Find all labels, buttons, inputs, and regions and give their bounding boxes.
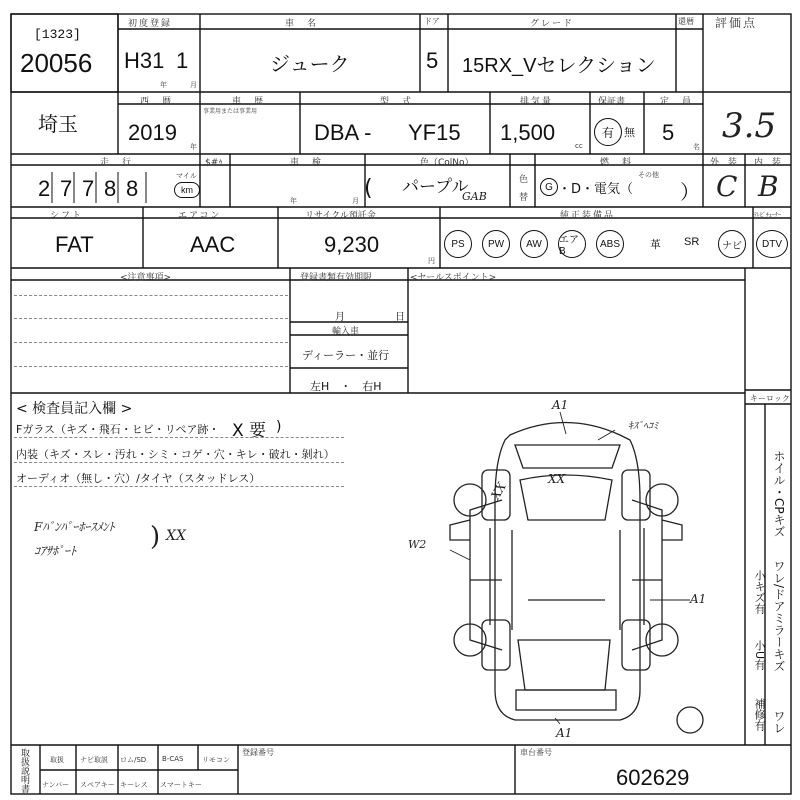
footer-item-4: B-CAS — [162, 755, 184, 763]
color-code: GAB — [462, 190, 487, 203]
footer-item-3: ロム/SD — [120, 756, 147, 764]
se-label: $#ｩ — [205, 158, 223, 168]
model-label: 型 式 — [380, 97, 414, 107]
year-label: 西 暦 — [140, 97, 174, 107]
inspector-line1-x: X 要 — [232, 421, 267, 441]
doc-tsuki: 月 — [335, 312, 345, 323]
mile-d3: 7 — [82, 176, 95, 201]
footer-side-label: 取扱説明書 — [19, 748, 29, 793]
lot-number: 20056 — [20, 48, 93, 78]
fuel-other: その他 — [638, 171, 659, 179]
sidebar-mirror: ワレ/ドアミラーキズ — [772, 560, 786, 673]
handle-side: 左H ・ 右H — [310, 380, 382, 393]
chassis-label: 車台番号 — [520, 748, 552, 757]
irogae2: 替 — [519, 193, 529, 203]
mile-d1: 2 — [38, 176, 51, 201]
capacity-label: 定 員 — [660, 97, 694, 107]
reg-era: H31 — [124, 48, 165, 73]
key-lock-label: キーロック — [750, 394, 790, 403]
equip-navi: ナビ — [718, 230, 746, 258]
exterior-grade: C — [716, 170, 738, 203]
shift: FAT — [55, 232, 94, 257]
mile-d5: 8 — [126, 176, 139, 201]
equip-sr: SR — [684, 236, 700, 248]
exterior-label: 外 装 — [710, 158, 738, 168]
ac: AAC — [190, 232, 236, 257]
displacement-label: 排気量 — [520, 97, 554, 107]
sidebar-wheel: ホイル・CPキズ — [772, 450, 786, 538]
km-unit: km — [174, 182, 200, 198]
warranty-label: 保証書 — [598, 97, 626, 107]
equip-aw: AW — [520, 230, 548, 258]
inspection-label: 車 検 — [290, 158, 324, 168]
interior-label: 内 装 — [754, 158, 782, 168]
doc-hi: 日 — [395, 312, 405, 323]
import-label: 輸入車 — [332, 327, 360, 337]
chassis-number: 602629 — [616, 765, 690, 790]
mile-d2: 7 — [60, 176, 73, 201]
fuel-g: G — [540, 178, 558, 196]
equip-pw: PW — [482, 230, 510, 258]
yen-unit: 円 — [428, 257, 435, 265]
history-note: 事業用または事業用 — [203, 108, 258, 115]
grade-value: 15RX_Vセレクション — [462, 55, 656, 77]
hand-note-1: Fﾊﾞﾝﾊﾟｰﾎｰｽﾒﾝﾄ — [34, 520, 115, 534]
footer-item-9: スマートキー — [160, 781, 202, 789]
insp-tsuki: 月 — [352, 197, 359, 205]
mileage-label: 走 行 — [100, 158, 134, 168]
insp-nen: 年 — [290, 197, 297, 205]
paren-open: ( — [364, 176, 373, 201]
reg-tsuki: 月 — [190, 81, 197, 89]
sidebar-small-u: 小U有 — [753, 640, 766, 671]
model-prefix: DBA - — [314, 120, 372, 145]
recycle-label: リサイクル預託金 — [305, 211, 376, 221]
footer-item-1: 取扱 — [50, 756, 64, 764]
cc-unit: cc — [575, 142, 583, 150]
reg-month: 1 — [176, 48, 189, 73]
hand-note-xx: XX — [166, 528, 186, 544]
warranty-yes: 有 — [594, 118, 622, 146]
footer-item-8: キーレス — [120, 781, 148, 789]
inspector-line1-end: ) — [276, 419, 282, 435]
unit-label: 還暦 — [678, 17, 694, 26]
capacity-unit: 名 — [693, 143, 700, 151]
color: パープル — [402, 177, 469, 196]
equip-leather: 革 — [650, 239, 661, 251]
mark-xx-1: XX — [548, 472, 566, 486]
irogae: 色 — [519, 175, 529, 185]
ac-label: エアコン — [178, 211, 222, 221]
mark-a1-right: A1 — [690, 592, 707, 606]
dealer-parallel: ディーラー・並行 — [302, 349, 390, 362]
mile-unit: マイル — [176, 172, 197, 180]
displacement: 1,500 — [500, 120, 556, 145]
reg-label: 初度登録 — [128, 19, 173, 29]
door-label: ドア — [424, 17, 440, 26]
tuner-label: ﾃﾚﾋﾞﾁｭｰﾅｰ — [754, 212, 782, 219]
inspector-line1: Fガラス（キズ・飛石・ヒビ・リペア跡・ — [16, 423, 220, 436]
hand-note-2: ｺｱｻﾎﾟｰﾄ — [34, 544, 77, 558]
caution-label: <注意事項> — [120, 273, 172, 283]
sidebar-ware: ワレ — [772, 710, 786, 734]
recycle: 9,230 — [324, 232, 380, 257]
color-label: 色（ColNo） — [420, 158, 474, 168]
inspector-line2: 内装（キズ・スレ・汚れ・シミ・コゲ・穴・キレ・破れ・剝れ） — [16, 448, 335, 461]
hand-bracket: ) — [150, 522, 161, 552]
equip-dtv: DTV — [756, 230, 788, 258]
eval-score: 3.5 — [722, 106, 777, 146]
fuel-label: 燃 料 — [600, 158, 634, 168]
year-suffix: 年 — [190, 143, 197, 151]
equip-abs: ABS — [596, 230, 624, 258]
equip-airbag: エアB — [558, 230, 586, 258]
footer-item-5: リモコン — [202, 756, 230, 764]
footer-item-6: ナンバー — [42, 781, 70, 789]
model-year: 2019 — [128, 120, 177, 145]
sidebar-small-scratch: 小キズ有 — [753, 570, 766, 614]
inspector-title: < 検査員記入欄 > — [16, 401, 133, 417]
name-label: 車 名 — [285, 19, 319, 29]
interior-grade: B — [758, 170, 779, 203]
history-label: 車 歴 — [232, 97, 266, 107]
mark-a1-top: A1 — [552, 398, 569, 412]
mark-xx-2: XX — [488, 480, 509, 502]
grade-label: グレード — [530, 19, 575, 29]
shift-label: シフト — [50, 211, 84, 221]
reg-nen: 年 — [160, 81, 167, 89]
warranty-no: 無 — [624, 127, 635, 139]
mile-d4: 8 — [104, 176, 117, 201]
sidebar-repair: 補修有 — [753, 698, 766, 731]
reg-number-label: 登録番号 — [242, 748, 274, 757]
equip-label: 純正装備品 — [560, 211, 616, 221]
fuel-rest: ・D・電気（ — [558, 182, 634, 197]
footer-item-7: スペアキー — [80, 781, 115, 789]
footer-item-2: ナビ取説 — [80, 756, 108, 764]
mark-damage-sign: ｷｽﾞﾍｺﾐ — [628, 421, 658, 432]
model-code: YF15 — [408, 120, 461, 145]
equip-ps: PS — [444, 230, 472, 258]
eval-label: 評価点 — [715, 16, 758, 30]
car-name: ジューク — [270, 54, 350, 76]
prefecture: 埼玉 — [38, 114, 78, 136]
fuel-close: ） — [680, 180, 700, 204]
mark-w2: W2 — [408, 538, 427, 551]
capacity: 5 — [662, 120, 675, 145]
door-count: 5 — [426, 48, 439, 73]
sales-label: <セールスポイント> — [410, 273, 497, 283]
mark-a1-bottom: A1 — [556, 726, 573, 740]
doc-label: 登録書類有効期限 — [300, 273, 373, 283]
inspector-line3: オーディオ（無し・穴）/タイヤ（スタッドレス） — [16, 472, 261, 485]
lot-label: [1323] — [34, 27, 81, 42]
